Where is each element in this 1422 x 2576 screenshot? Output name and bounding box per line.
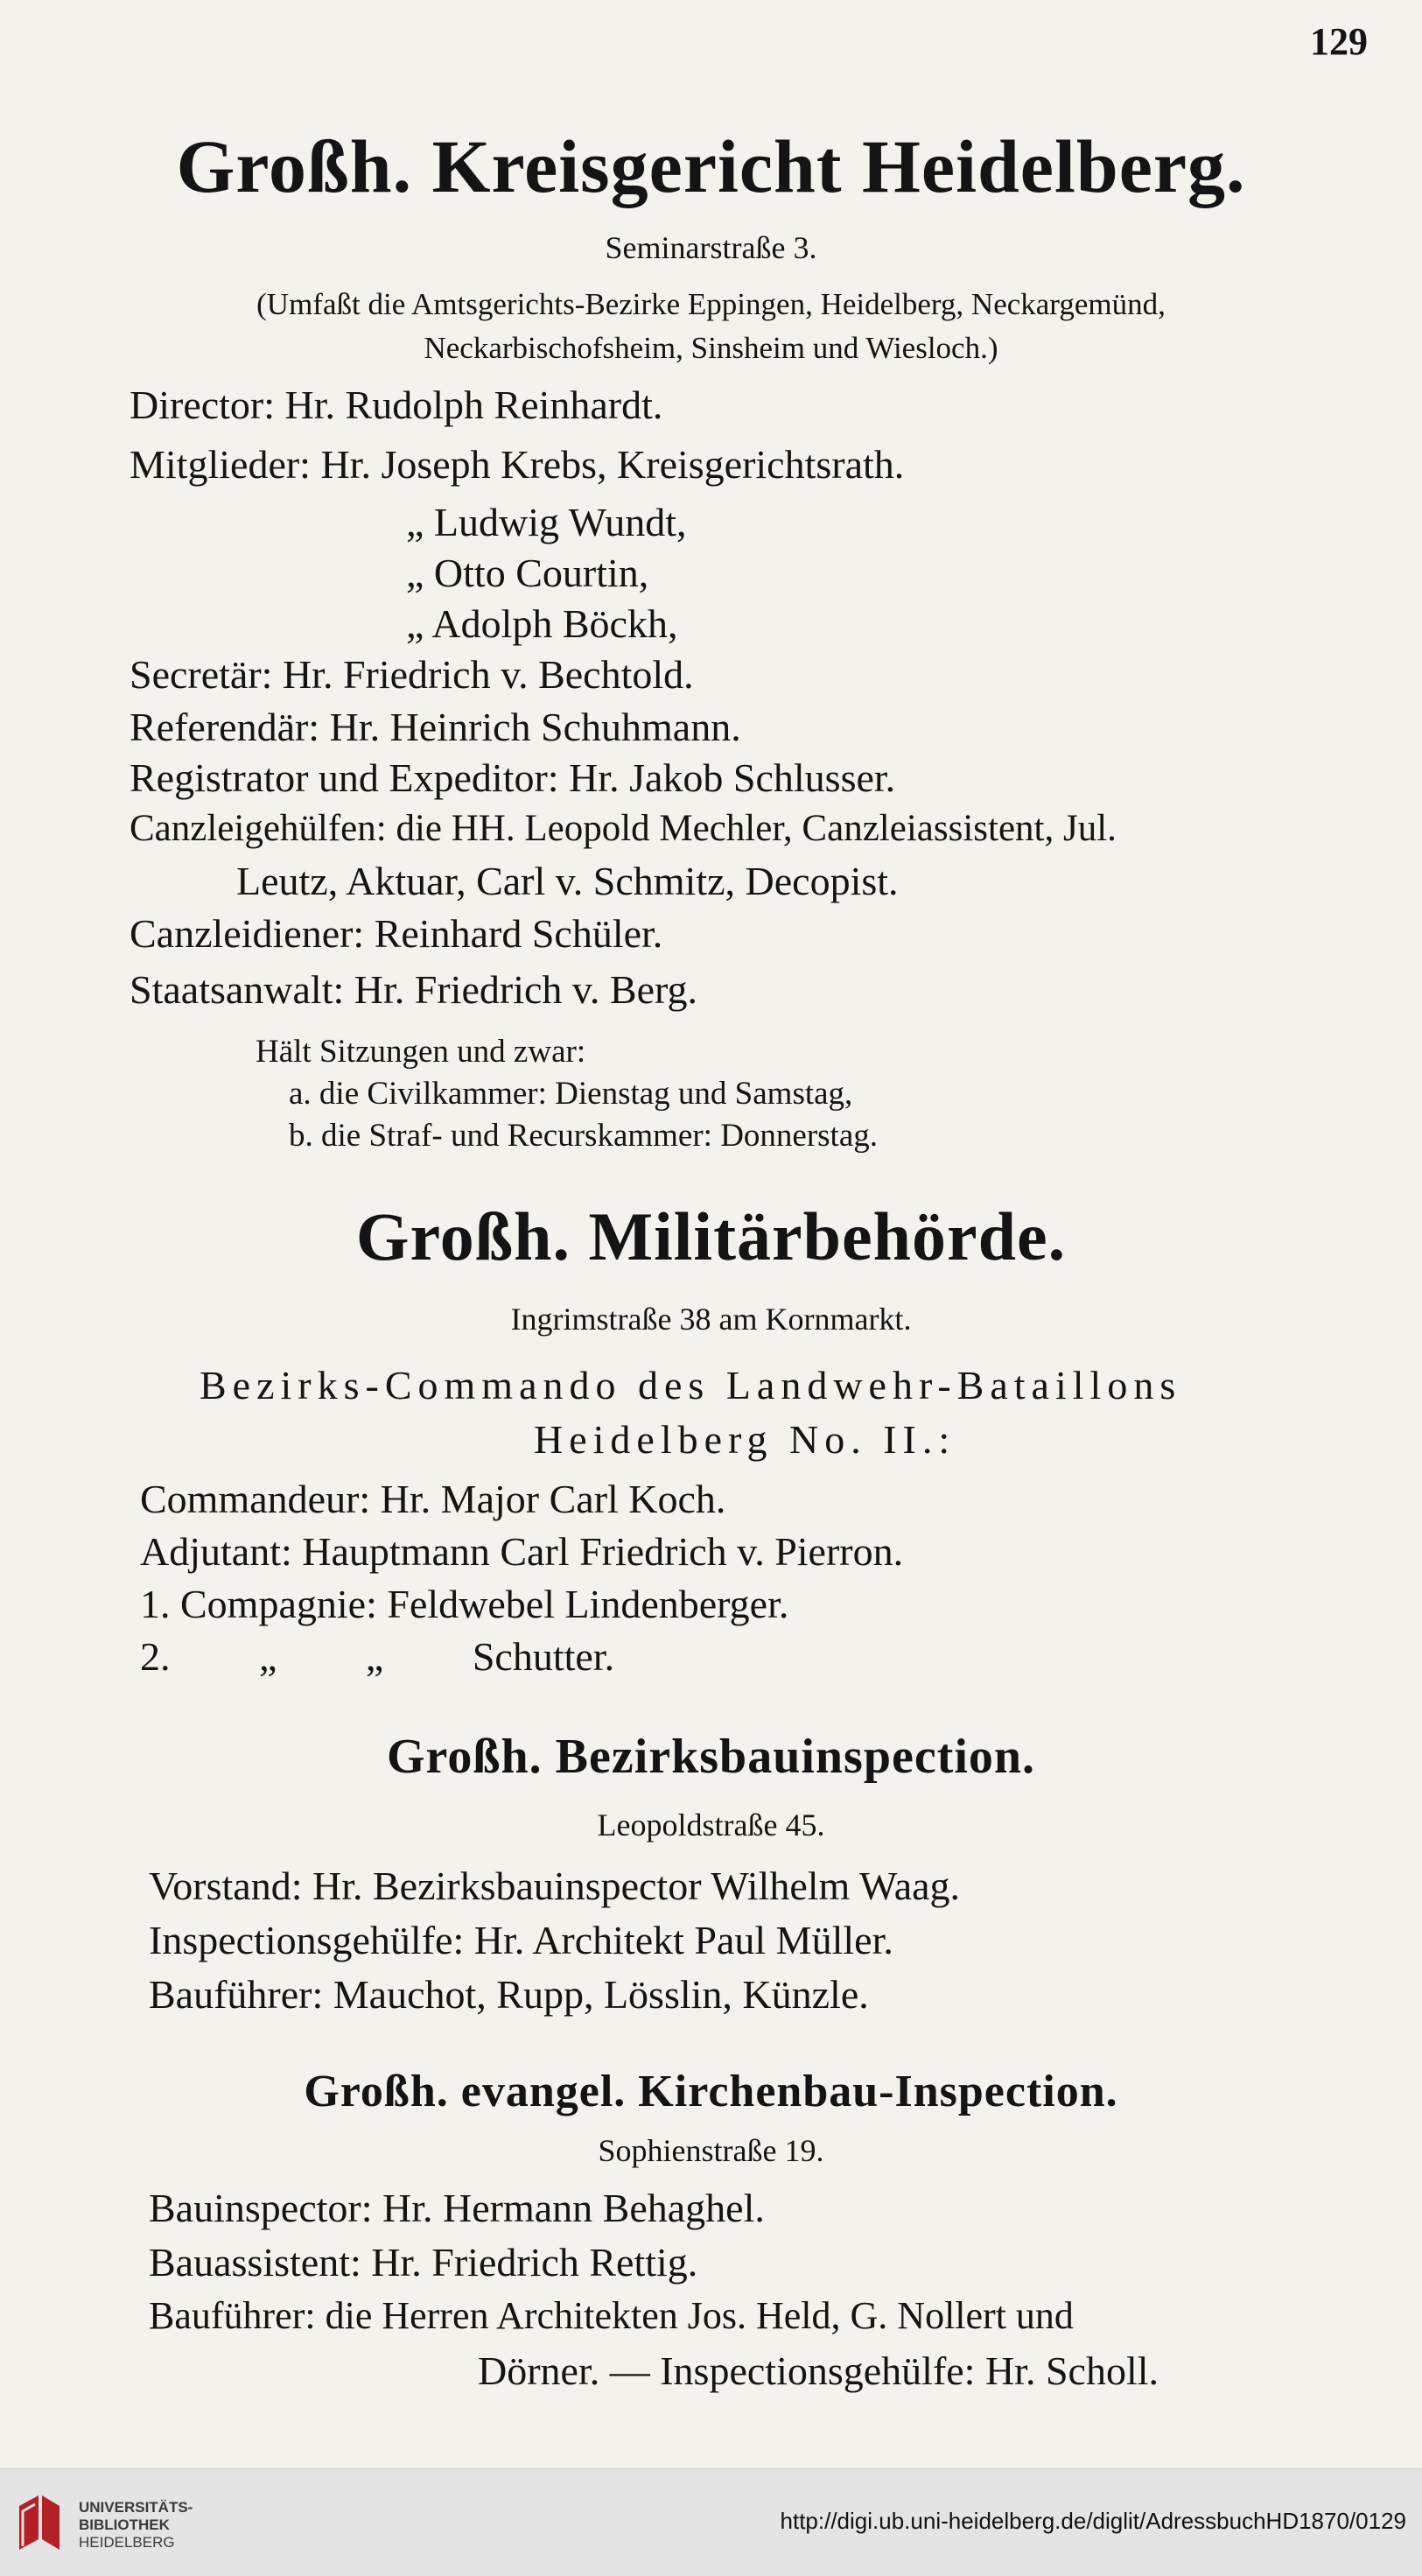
entry-line: Canzleidiener: Reinhard Schüler. — [130, 911, 663, 956]
entry-line: „ Otto Courtin, — [406, 551, 649, 595]
session-line: b. die Straf- und Recurskammer: Donnerstag. — [289, 1118, 879, 1154]
entry-line: Director: Hr. Rudolph Reinhardt. — [130, 383, 663, 427]
entry-line: Staatsanwalt: Hr. Friedrich v. Berg. — [130, 967, 697, 1012]
subheading-line: Bezirks-Commando des Landwehr-Bataillons — [200, 1363, 1182, 1407]
entry-line: Adjutant: Hauptmann Carl Friedrich v. Pierron. — [140, 1529, 904, 1574]
entry-line: 2. „ „ Schutter. — [140, 1634, 615, 1679]
entry-line: Registrator und Expeditor: Hr. Jakob Schlusser. — [130, 755, 896, 800]
source-url-link[interactable]: http://digi.ub.uni-heidelberg.de/diglit/AdressbuchHD1870/0129 — [780, 2508, 1406, 2534]
library-logo-text — [79, 2499, 193, 2551]
entry-line: Secretär: Hr. Friedrich v. Bechtold. — [130, 652, 694, 697]
logo-line: HEIDELBERG — [79, 2534, 175, 2551]
session-line: Hält Sitzungen und zwar: — [256, 1034, 586, 1070]
entry-line: Mitglieder: Hr. Joseph Krebs, Kreisgerichtsrath. — [130, 442, 905, 487]
entry-line: Bauführer: die Herren Architekten Jos. Held, G. Nollert und — [149, 2294, 1074, 2337]
entry-line: „ Adolph Böckh, — [406, 601, 678, 646]
entry-line: Bauinspector: Hr. Hermann Behaghel. — [149, 2186, 765, 2230]
entry-line: Commandeur: Hr. Major Carl Koch. — [140, 1477, 726, 1521]
address-militaerbehoerde: Ingrimstraße 38 am Kornmarkt. — [510, 1302, 912, 1337]
entry-line: Bauassistent: Hr. Friedrich Rettig. — [149, 2240, 698, 2285]
scope-line: Neckarbischofsheim, Sinsheim und Wiesloch.) — [424, 331, 998, 365]
session-line: a. die Civilkammer: Dienstag und Samstag, — [289, 1076, 853, 1112]
footer-bar — [0, 2468, 1422, 2576]
section-title-bezirksbauinspection: Großh. Bezirksbauinspection. — [386, 1730, 1036, 1784]
entry-line: 1. Compagnie: Feldwebel Lindenberger. — [140, 1582, 789, 1626]
entry-line: Canzleigehülfen: die HH. Leopold Mechler, Canzleiassistent, Jul. — [130, 808, 1117, 849]
entry-line: Leutz, Aktuar, Carl v. Schmitz, Decopist. — [236, 859, 899, 903]
page-number: 129 — [1310, 20, 1368, 63]
address-bezirksbauinspection: Leopoldstraße 45. — [597, 1807, 825, 1843]
entry-line: Referendär: Hr. Heinrich Schuhmann. — [130, 705, 741, 749]
section-title-militaerbehoerde: Großh. Militärbehörde. — [355, 1198, 1067, 1274]
scope-line: (Umfaßt die Amtsgerichts-Bezirke Eppingen, Heidelberg, Neckargemünd, — [256, 287, 1166, 321]
logo-line: BIBLIOTHEK — [79, 2516, 170, 2533]
entry-line: Inspectionsgehülfe: Hr. Architekt Paul Müller. — [149, 1918, 893, 1962]
library-logo-icon — [14, 2488, 65, 2557]
entry-line: Bauführer: Mauchot, Rupp, Lösslin, Künzle. — [149, 1972, 869, 2017]
entry-line: Vorstand: Hr. Bezirksbauinspector Wilhelm Waag. — [149, 1864, 961, 1908]
section-title-kirchenbau-inspection: Großh. evangel. Kirchenbau-Inspection. — [304, 2067, 1118, 2116]
address-kirchenbau-inspection: Sophienstraße 19. — [598, 2133, 824, 2168]
address-kreisgericht: Seminarstraße 3. — [605, 230, 817, 265]
entry-line: „ Ludwig Wundt, — [406, 500, 687, 544]
subheading-line: Heidelberg No. II.: — [534, 1417, 956, 1462]
entry-line: Dörner. — Inspectionsgehülfe: Hr. Scholl. — [478, 2348, 1159, 2393]
logo-line: UNIVERSITÄTS- — [79, 2499, 193, 2516]
section-title-kreisgericht: Großh. Kreisgericht Heidelberg. — [176, 124, 1246, 208]
